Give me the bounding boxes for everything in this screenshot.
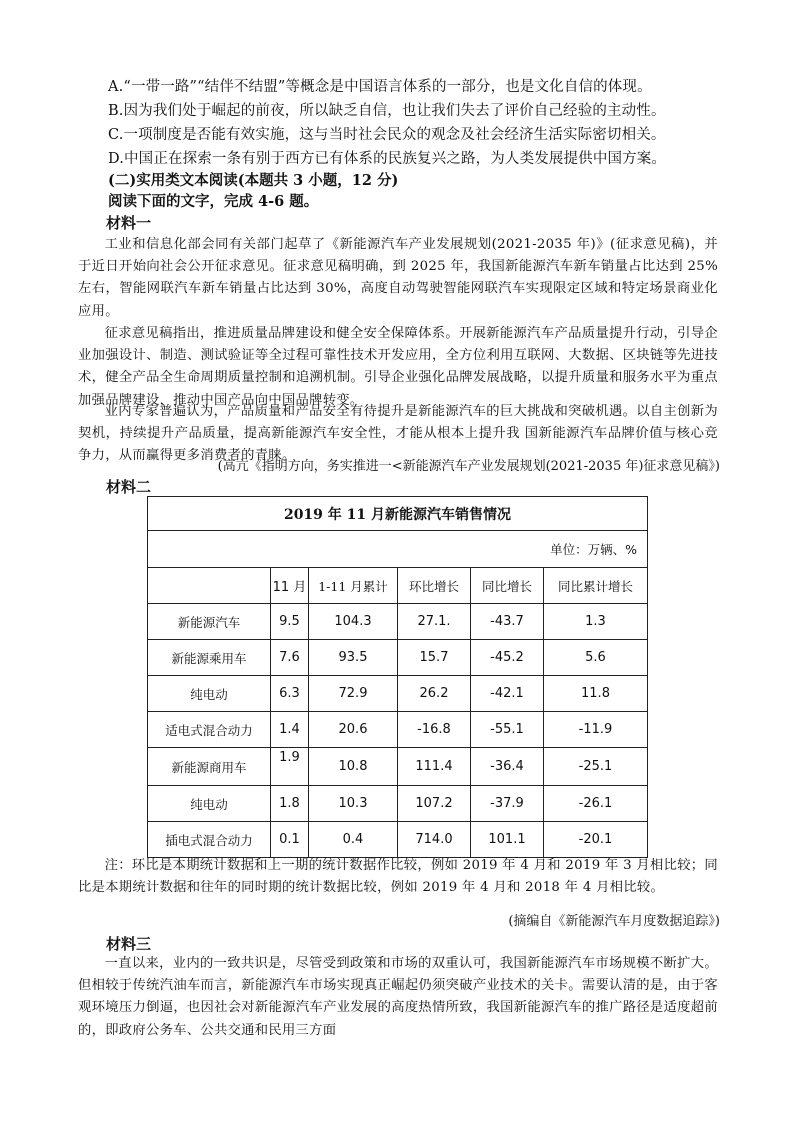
table-cell: 1.4: [271, 712, 309, 748]
row-label: 新能源乘用车: [148, 640, 271, 676]
table-row: [148, 748, 648, 786]
table-cell: -20.1: [544, 822, 648, 858]
row-label: 纯电动: [148, 786, 271, 822]
table-row: [148, 640, 648, 676]
table-cell: 15.7: [398, 640, 471, 676]
table-cell: 1.9: [271, 748, 309, 786]
material1-paragraph-1: 工业和信息化部会同有关部门起草了《新能源汽车产业发展规划(2021-2035 年)》(征求意见稿)，并于近日开始向社会公开征求意见。征求意见稿明确，到 2025 年，我国新能源汽车新车销量占比达到 25%左右，智能网联汽车新车销量占比达到 30%，高度自动驾驶智能网联汽车实现限定区域和特定场景商业化应用。: [78, 237, 718, 319]
table-cell: 27.1.: [398, 604, 471, 640]
table-cell: -43.7: [471, 604, 544, 640]
table-header-row: [148, 568, 648, 604]
table-cell: -37.9: [471, 786, 544, 822]
table-cell: 0.1: [271, 822, 309, 858]
table-cell: -36.4: [471, 748, 544, 786]
table-note: 注：环比是本期统计数据和上一期的统计数据作比较，例如 2019 年 4 月和 2019 年 3 月相比较；同比是本期统计数据和往年的同时期的统计数据比较，例如 2019 年 4 月和 2018 年 4 月相比较。: [78, 858, 718, 896]
material1-label: 材料一: [106, 214, 152, 232]
table-cell: 1.3: [544, 604, 648, 640]
table-row: [148, 676, 648, 712]
table-cell: 7.6: [271, 640, 309, 676]
table-cell: 104.3: [309, 604, 398, 640]
section-heading: (二)实用类文本阅读(本题共 3 小题，12 分): [108, 172, 399, 189]
option-d: D.中国正在探索一条有别于西方已有体系的民族复兴之路，为人类发展提供中国方案。: [108, 151, 667, 167]
table-cell: -11.9: [544, 712, 648, 748]
material3-label: 材料三: [106, 935, 152, 953]
table-cell: -25.1: [544, 748, 648, 786]
table-cell: -26.1: [544, 786, 648, 822]
table-cell: 1.8: [271, 786, 309, 822]
sales-table: [147, 496, 648, 858]
table-cell: 6.3: [271, 676, 309, 712]
table-cell: -55.1: [471, 712, 544, 748]
material2-source: (摘编自《新能源汽车月度数据追踪》): [508, 914, 720, 929]
table-cell: 107.2: [398, 786, 471, 822]
material1-paragraph-2: 征求意见稿指出，推进质量品牌建设和健全安全保障体系。开展新能源汽车产品质量提升行动，引导企业加强设计、制造、测试验证等全过程可靠性技术开发应用，全方位利用互联网、大数据、区块链等先进技术，健全产品全生命周期质量控制和追溯机制。引导企业强化品牌发展战略，以提升质量和服务水平为重点加强品牌建设，推动中国产品向中国品牌转变。: [78, 326, 718, 408]
row-label: 插电式混合动力: [148, 822, 271, 858]
table-header-cell: 环比增长: [398, 568, 471, 604]
section-instruction: 阅读下面的文字，完成 4-6 题。: [108, 193, 319, 210]
row-label: 纯电动: [148, 676, 271, 712]
table-row: [148, 786, 648, 822]
material3-paragraph: 一直以来，业内的一致共识是，尽管受到政策和市场的双重认可，我国新能源汽车市场规模不断扩大。但相较于传统汽油车而言，新能源汽车市场实现真正崛起仍须突破产业技术的关卡。需要认清的是，由于客观环境压力倒逼，也因社会对新能源汽车产业发展的高度热情所致，我国新能源汽车的推广路径是适度超前的，即政府公务车、公共交通和民用三方面: [78, 956, 718, 1038]
table-header-cell: 同比累计增长: [544, 568, 648, 604]
material1-source: (高亢《指明方向，务实推进一<新能源汽车产业发展规划(2021-2035 年)征求意见稿》): [217, 459, 720, 474]
table-cell: 5.6: [544, 640, 648, 676]
table-cell: 0.4: [309, 822, 398, 858]
table-cell: 93.5: [309, 640, 398, 676]
table-header-cell: 同比增长: [471, 568, 544, 604]
option-c: C.一项制度是否能有效实施，这与当时社会民众的观念及社会经济生活实际密切相关。: [108, 127, 666, 143]
row-label: 适电式混合动力: [148, 712, 271, 748]
table-row: [148, 604, 648, 640]
table-cell: 111.4: [398, 748, 471, 786]
table-cell: 26.2: [398, 676, 471, 712]
table-cell: -42.1: [471, 676, 544, 712]
table-header-cell: 1-11 月累计: [309, 568, 398, 604]
table-cell: -45.2: [471, 640, 544, 676]
table-cell: 11.8: [544, 676, 648, 712]
table-header-cell: 11 月: [271, 568, 309, 604]
row-label: 新能源汽车: [148, 604, 271, 640]
table-cell: 9.5: [271, 604, 309, 640]
row-label: 新能源商用车: [148, 748, 271, 786]
material2-label: 材料二: [106, 478, 152, 496]
material1-paragraph-3: 业内专家普遍认为，产品质量和产品安全有待提升是新能源汽车的巨大挑战和突破机遇。以自主创新为契机，持续提升产品质量，提高新能源汽车安全性，才能从根本上提升我 国新能源汽车品牌价值与核心竞争力，从而赢得更多消费者的青睐。: [78, 404, 718, 464]
option-b: B.因为我们处于崛起的前夜，所以缺乏自信，也让我们失去了评价自己经验的主动性。: [108, 103, 666, 119]
table-header-cell: [148, 568, 271, 604]
table-cell: 72.9: [309, 676, 398, 712]
table-row: [148, 712, 648, 748]
option-a: A.“一带一路”“结伴不结盟”等概念是中国语言体系的一部分，也是文化自信的体现。: [108, 79, 652, 95]
table-row: [148, 822, 648, 858]
table-cell: 10.8: [309, 748, 398, 786]
table-cell: 20.6: [309, 712, 398, 748]
table-cell: -16.8: [398, 712, 471, 748]
table-cell: 714.0: [398, 822, 471, 858]
table-cell: 101.1: [471, 822, 544, 858]
table-title: 2019 年 11 月新能源汽车销售情况: [148, 497, 648, 531]
table-unit: 单位：万辆、%: [148, 531, 648, 568]
table-cell: 10.3: [309, 786, 398, 822]
